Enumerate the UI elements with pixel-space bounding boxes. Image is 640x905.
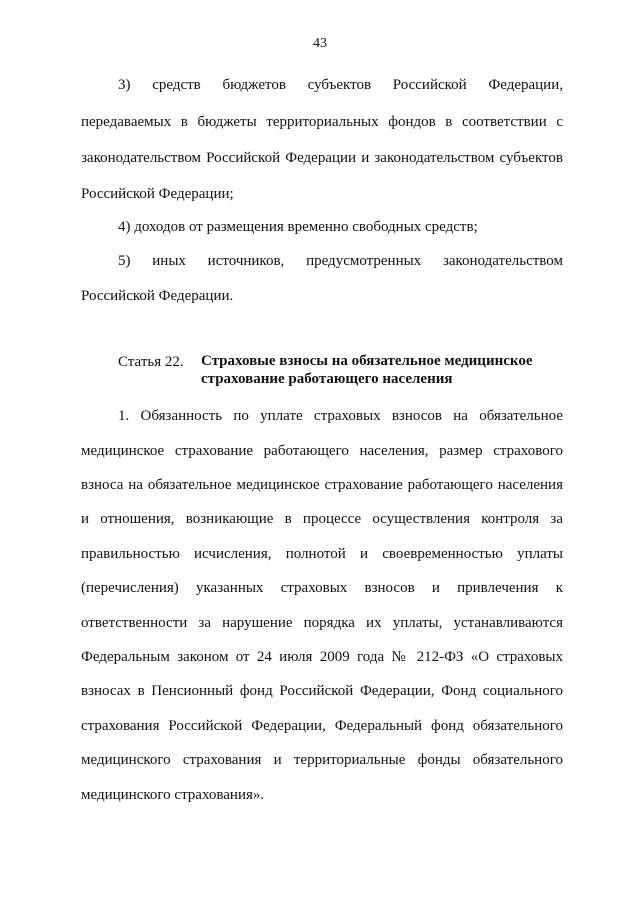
article-title-line-1: Страховые взносы на обязательное медицинское: [201, 353, 533, 369]
paragraph-line-3: взноса на обязательное медицинское страхование работающего населения: [81, 477, 563, 493]
paragraph-line-2: медицинское страхование работающего населения, размер страхового: [81, 443, 563, 459]
paragraph-line-12: медицинского страхования».: [81, 787, 265, 803]
list-item-3-line-3: законодательством Российской Федерации и законодательством субъектов: [81, 150, 563, 166]
paragraph-line-5: правильностью исчисления, полнотой и своевременностью уплаты: [81, 546, 563, 562]
paragraph-line-10: страхования Российской Федерации, Федеральный фонд обязательного: [81, 718, 563, 734]
list-item-5-line-1: 5) иных источников, предусмотренных законодательством: [118, 253, 563, 269]
paragraph-line-7: ответственности за нарушение порядка их уплаты, устанавливаются: [81, 615, 563, 631]
paragraph-line-1: 1. Обязанность по уплате страховых взносов на обязательное: [118, 408, 563, 424]
article-title-line-2: страхование работающего населения: [201, 371, 453, 387]
paragraph-line-8: Федеральным законом от 24 июля 2009 года № 212-ФЗ «О страховых: [81, 649, 563, 665]
paragraph-line-11: медицинского страхования и территориальные фонды обязательного: [81, 752, 563, 768]
page-number: 43: [313, 36, 327, 51]
list-item-3-line-2: передаваемых в бюджеты территориальных фондов в соответствии с: [81, 114, 563, 130]
list-item-3-line-1: 3) средств бюджетов субъектов Российской Федерации,: [118, 77, 563, 93]
paragraph-line-4: и отношения, возникающие в процессе осуществления контроля за: [81, 511, 563, 527]
paragraph-line-6: (перечисления) указанных страховых взносов и привлечения к: [81, 580, 563, 596]
list-item-3-line-4: Российской Федерации;: [81, 186, 234, 202]
list-item-4-line-1: 4) доходов от размещения временно свободных средств;: [118, 219, 478, 235]
article-label: Статья 22.: [118, 354, 184, 370]
paragraph-line-9: взносах в Пенсионный фонд Российской Федерации, Фонд социального: [81, 683, 563, 699]
list-item-5-line-2: Российской Федерации.: [81, 288, 234, 304]
article-title: [201, 352, 563, 388]
